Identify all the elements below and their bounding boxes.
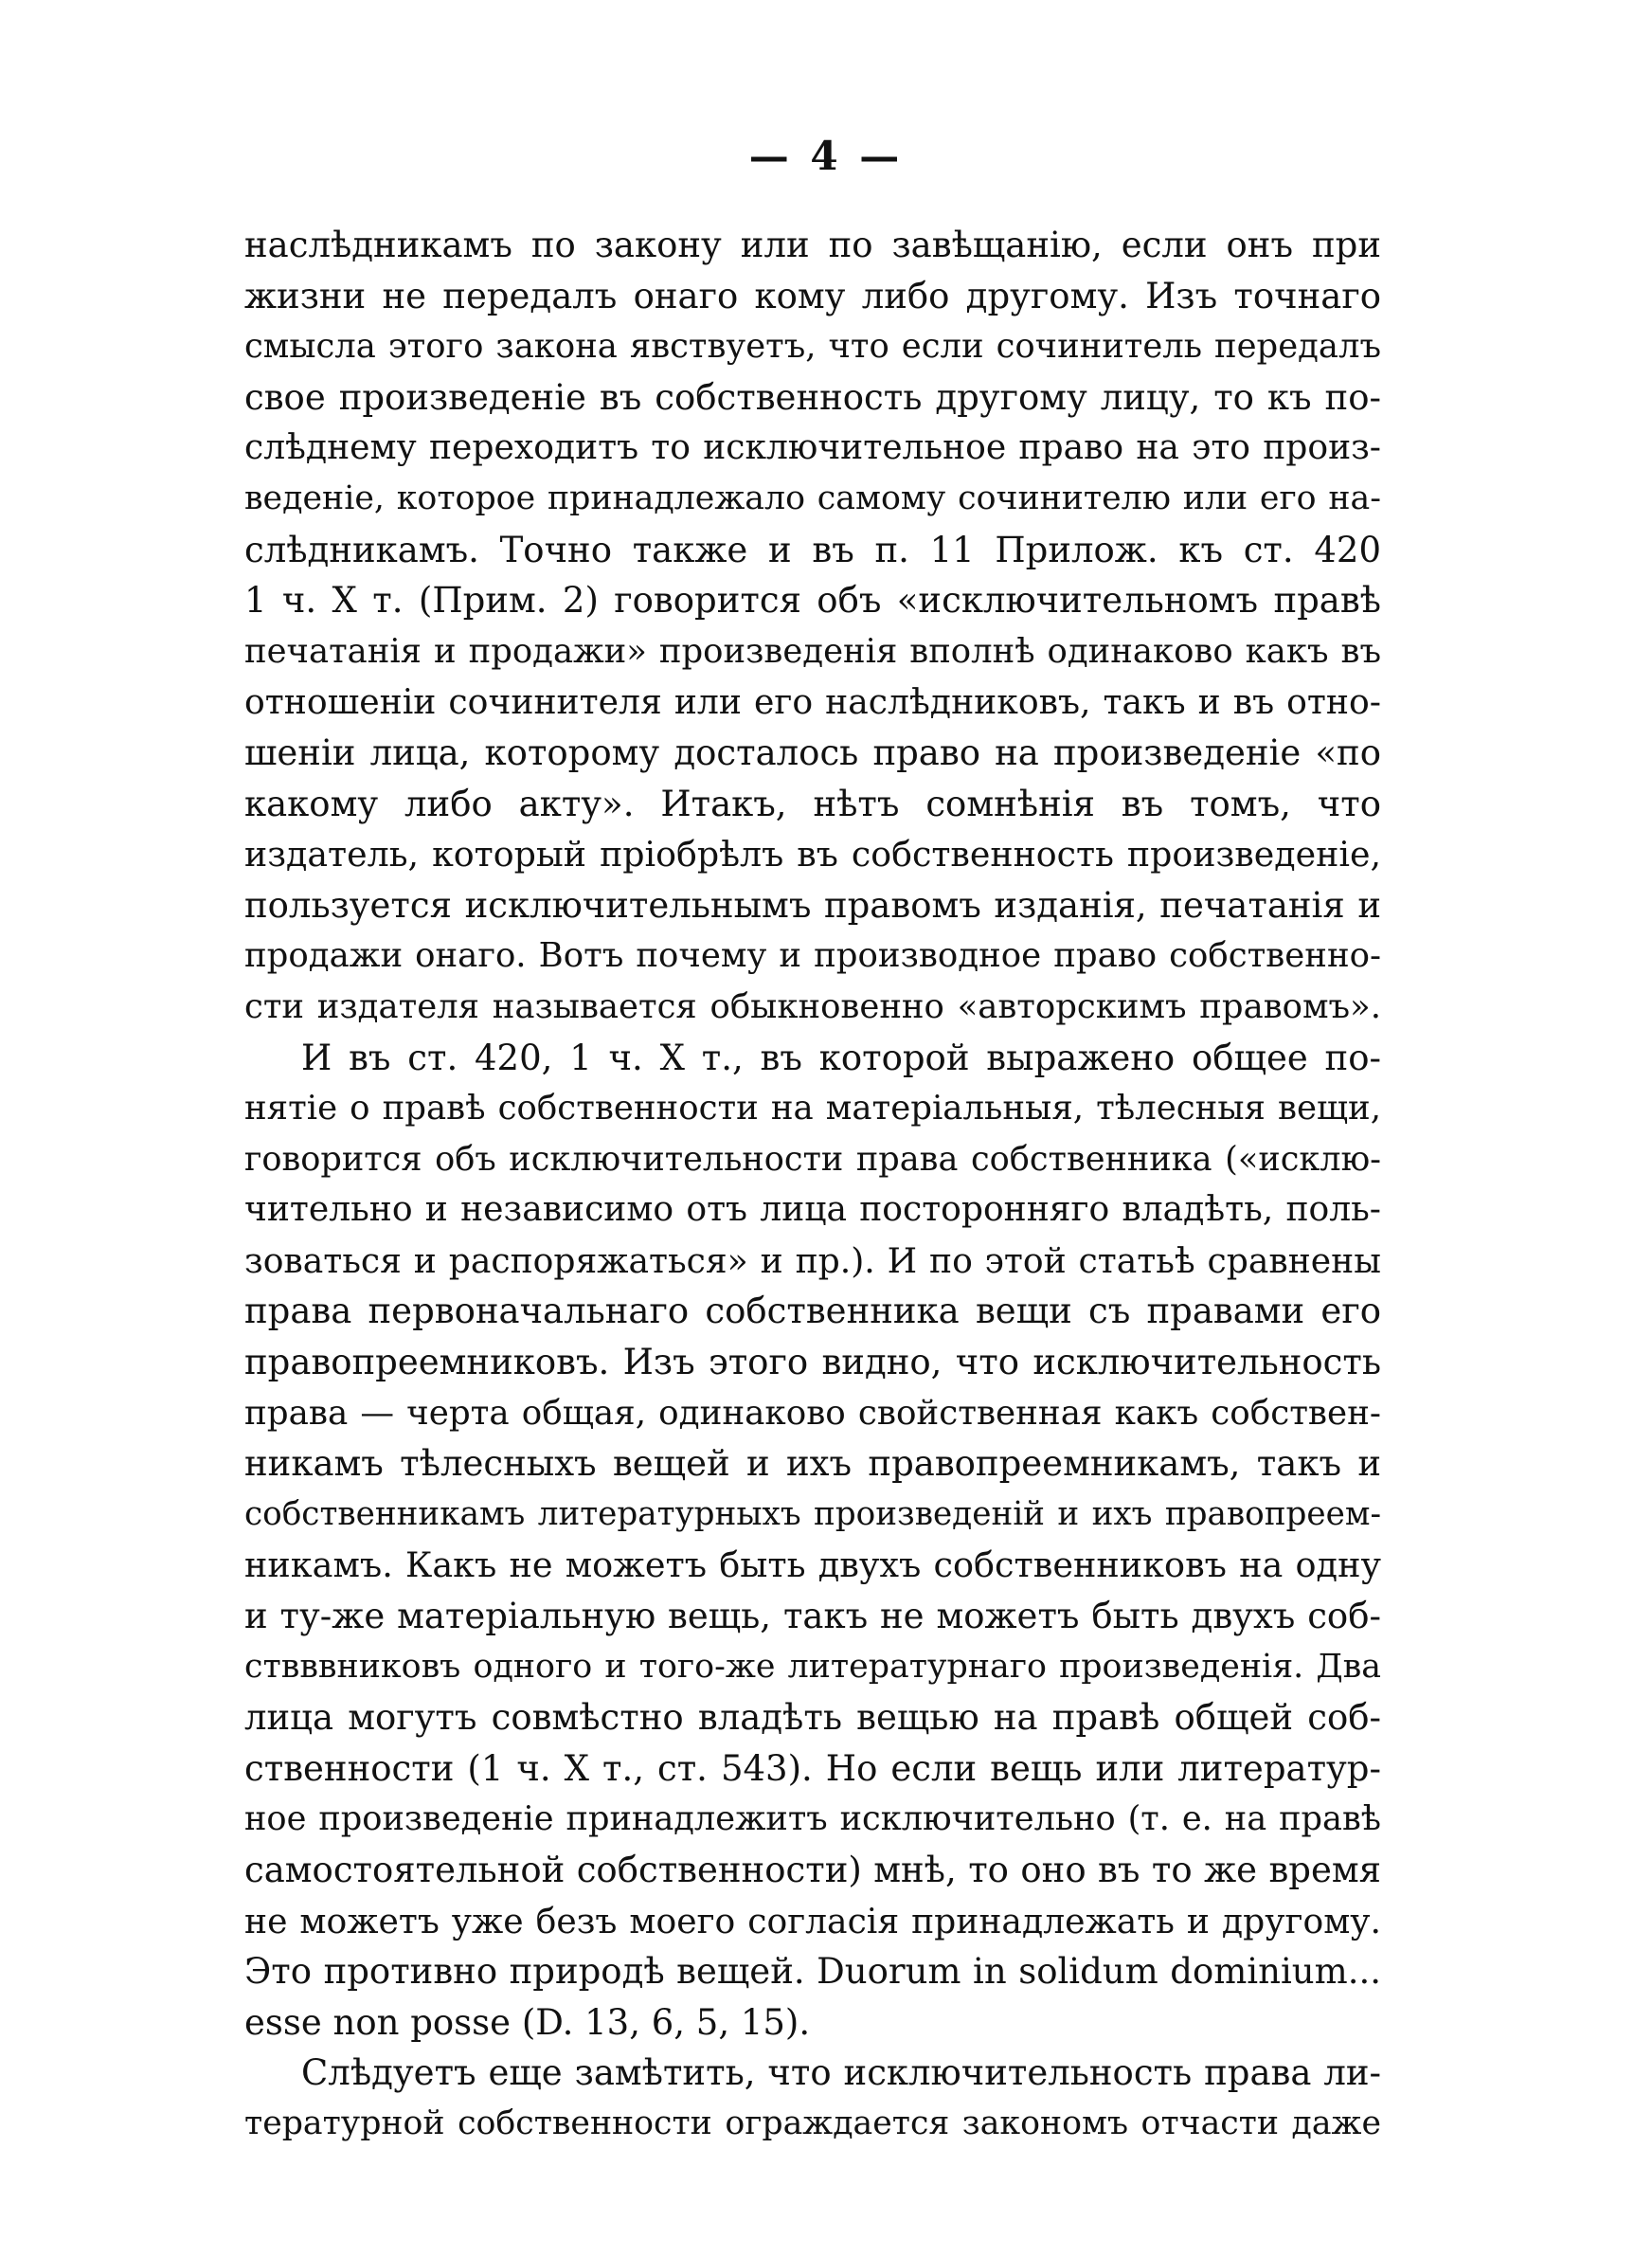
text-line: пользуется исключительнымъ правомъ изданія, печатанія и bbox=[244, 884, 1381, 926]
text-line: 1 ч. X т. (Прим. 2) говорится объ «исключительномъ правѣ bbox=[244, 580, 1381, 622]
text-line: говорится объ исключительности права собственника («исклю- bbox=[244, 1139, 1381, 1179]
text-line: нятіе о правѣ собственности на матеріальныя, тѣлесныя вещи, bbox=[244, 1089, 1381, 1128]
text-line: печатанія и продажи» произведенія вполнѣ одинаково какъ въ bbox=[244, 631, 1381, 671]
text-line: какому либо акту». Итакъ, нѣтъ сомнѣнія въ томъ, что bbox=[244, 783, 1381, 824]
text-line: лица могутъ совмѣстно владѣть вещью на правѣ общей соб- bbox=[244, 1697, 1381, 1739]
text-line: жизни не передалъ онаго кому либо другому. Изъ точнаго bbox=[244, 275, 1381, 316]
text-line: слѣдникамъ. Точно также и въ п. 11 Прилож. къ ст. 420 bbox=[244, 529, 1381, 570]
text-line: слѣднему переходитъ то исключительное право на это произ- bbox=[244, 427, 1381, 468]
text-line: ное произведеніе принадлежитъ исключительно (т. е. на правѣ bbox=[244, 1799, 1381, 1839]
text-line: esse non posse (D. 13, 6, 5, 15). bbox=[244, 2001, 811, 2043]
text-line: шеніи лица, которому досталось право на произведеніе «по bbox=[244, 731, 1381, 773]
text-line: зоваться и распоряжаться» и пр.). И по этой статьѣ сравнены bbox=[244, 1239, 1381, 1281]
text-line: Это противно природѣ вещей. Duorum in solidum dominium... bbox=[244, 1951, 1381, 1993]
text-line: отношеніи сочинителя или его наслѣдниковъ, такъ и въ отно- bbox=[244, 681, 1381, 723]
text-line: собственникамъ литературныхъ произведеній и ихъ правопреем- bbox=[244, 1494, 1381, 1533]
paragraph-2 bbox=[244, 1033, 1381, 2049]
text-line: права первоначальнаго собственника вещи съ правами его bbox=[244, 1291, 1381, 1332]
body-text bbox=[244, 220, 1381, 2150]
text-line: и ту-же матеріальную вещь, такъ не можетъ быть двухъ соб- bbox=[244, 1596, 1381, 1637]
text-line: ственности (1 ч. X т., ст. 543). Но если вещь или литератур- bbox=[244, 1747, 1381, 1789]
paragraph-3 bbox=[244, 2048, 1381, 2149]
text-line: тературной собственности ограждается закономъ отчасти даже bbox=[244, 2104, 1381, 2142]
text-line: не можетъ уже безъ моего согласія принадлежать и другому. bbox=[244, 1900, 1381, 1941]
text-line: издатель, который пріобрѣлъ въ собственность произведеніе, bbox=[244, 834, 1381, 876]
text-line: права — черта общая, одинаково свойственная какъ собствен- bbox=[244, 1393, 1381, 1433]
text-line: чительно и независимо отъ лица посторонняго владѣть, поль- bbox=[244, 1189, 1381, 1230]
text-line: свое произведеніе въ собственность другому лицу, то къ по- bbox=[244, 376, 1381, 418]
text-line: И въ ст. 420, 1 ч. X т., въ которой выражено общее по- bbox=[301, 1037, 1381, 1078]
text-line: наслѣдникамъ по закону или по завѣщанію, если онъ при bbox=[244, 225, 1381, 265]
text-line: смысла этого закона явствуетъ, что если сочинитель передалъ bbox=[244, 327, 1381, 367]
text-line: сти издателя называется обыкновенно «авторскимъ правомъ». bbox=[244, 986, 1381, 1026]
text-line: никамъ. Какъ не можетъ быть двухъ собственниковъ на одну bbox=[244, 1544, 1381, 1586]
text-line: веденіе, которое принадлежало самому сочинителю или его на- bbox=[244, 478, 1381, 517]
text-line: самостоятельной собственности) мнѣ, то оно въ то же время bbox=[244, 1850, 1381, 1890]
text-line: продажи онаго. Вотъ почему и производное право собственно- bbox=[244, 936, 1381, 976]
paragraph-1 bbox=[244, 220, 1381, 1033]
text-line: никамъ тѣлесныхъ вещей и ихъ правопреемникамъ, такъ и bbox=[244, 1443, 1381, 1485]
text-line: Слѣдуетъ еще замѣтить, что исключительность права ли- bbox=[301, 2052, 1381, 2094]
page-number: — 4 — bbox=[748, 133, 904, 179]
text-line: правопреемниковъ. Изъ этого видно, что исключительность bbox=[244, 1342, 1381, 1383]
text-line: ствввниковъ одного и того-же литературнаго произведенія. Два bbox=[244, 1647, 1381, 1686]
